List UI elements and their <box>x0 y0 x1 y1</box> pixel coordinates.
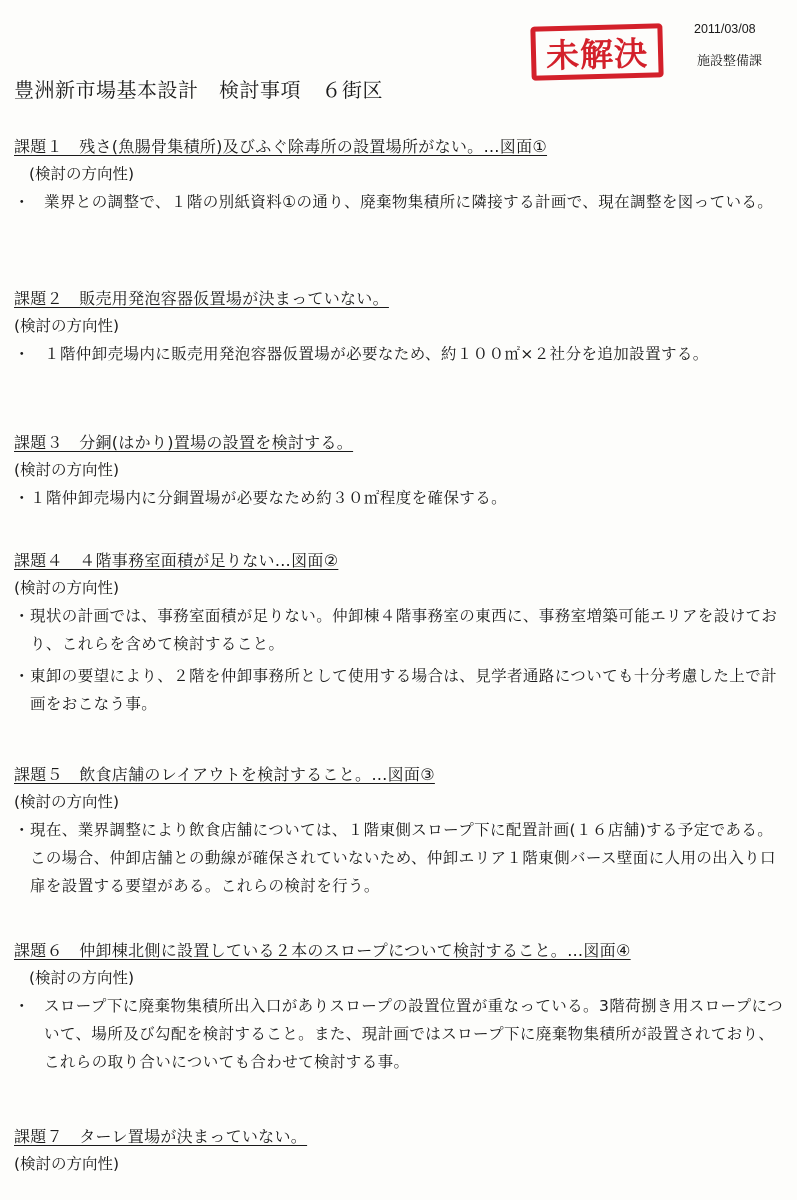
department-name: 施設整備課 <box>697 54 763 69</box>
document-date: 2011/03/08 <box>694 22 756 36</box>
bullet-marker: ・ <box>14 607 30 625</box>
issue-section-2 <box>14 286 784 368</box>
direction-label: (検討の方向性) <box>14 1155 120 1173</box>
unresolved-stamp: 未解決 <box>530 23 663 80</box>
bullet-text: スロープ下に廃棄物集積所出入口がありスロープの設置位置が重なっている。3階荷捌き用スロープについて、場所及び勾配を検討すること。また、現計画ではスロープ下に廃棄物集積所が設置されており、これらの取り合いについても合わせて検討する事。 <box>44 997 784 1071</box>
bullet-marker: ・ <box>14 489 30 507</box>
issue-section-4 <box>14 548 784 718</box>
bullet-marker: ・ <box>14 667 30 685</box>
issue-heading: 課題４ ４階事務室面積が足りない…図面② <box>14 551 339 570</box>
direction-label: (検討の方向性) <box>29 969 135 987</box>
direction-label: (検討の方向性) <box>14 579 120 597</box>
issue-heading: 課題６ 仲卸棟北側に設置している２本のスロープについて検討すること。…図面④ <box>14 941 631 960</box>
direction-label: (検討の方向性) <box>14 461 120 479</box>
bullet-text: １階仲卸売場内に分銅置場が必要なため約３０㎡程度を確保する。 <box>30 489 508 507</box>
bullet-text: 業界との調整で、１階の別紙資料①の通り、廃棄物集積所に隣接する計画で、現在調整を図っている。 <box>44 193 774 211</box>
direction-label: (検討の方向性) <box>14 793 120 811</box>
bullet-item <box>14 662 784 718</box>
bullet-text: １階仲卸売場内に販売用発泡容器仮置場が必要なため、約１００㎡×２社分を追加設置する。 <box>44 345 709 363</box>
issue-heading: 課題７ ターレ置場が決まっていない。 <box>14 1127 308 1146</box>
bullet-text: 現在、業界調整により飲食店舗については、１階東側スロープ下に配置計画(１６店舗)する予定である。この場合、仲卸店舗との動線が確保されていないため、仲卸エリア１階東側バース壁面に人用の出入り口扉を設置する要望がある。これらの検討を行う。 <box>30 821 776 895</box>
issue-heading: 課題２ 販売用発泡容器仮置場が決まっていない。 <box>14 289 389 308</box>
bullet-item <box>14 484 784 512</box>
bullet-text: 現状の計画では、事務室面積が足りない。仲卸棟４階事務室の東西に、事務室増築可能エリアを設けており、これらを含めて検討すること。 <box>30 607 778 653</box>
issue-heading: 課題１ 残さ(魚腸骨集積所)及びふぐ除毒所の設置場所がない。…図面① <box>14 137 548 156</box>
bullet-marker: ・ <box>14 997 30 1015</box>
direction-label: (検討の方向性) <box>29 165 135 183</box>
document-title: 豊洲新市場基本設計 検討事項 ６街区 <box>14 78 383 102</box>
issue-section-7 <box>14 1124 784 1174</box>
bullet-marker: ・ <box>14 193 30 211</box>
issue-section-5 <box>14 762 784 900</box>
bullet-item <box>14 340 784 368</box>
bullet-item <box>14 992 784 1076</box>
issue-heading: 課題５ 飲食店舗のレイアウトを検討すること。…図面③ <box>14 765 435 784</box>
issue-heading: 課題３ 分銅(はかり)置場の設置を検討する。 <box>14 433 354 452</box>
bullet-item <box>14 602 784 658</box>
bullet-marker: ・ <box>14 345 30 363</box>
issue-section-6 <box>14 938 784 1076</box>
issue-section-3 <box>14 430 784 512</box>
bullet-text: 東卸の要望により、２階を仲卸事務所として使用する場合は、見学者通路についても十分考慮した上で計画をおこなう事。 <box>30 667 777 713</box>
bullet-marker: ・ <box>14 821 30 839</box>
bullet-item <box>14 816 784 900</box>
issue-section-1 <box>14 134 784 216</box>
bullet-item <box>14 188 784 216</box>
direction-label: (検討の方向性) <box>14 317 120 335</box>
